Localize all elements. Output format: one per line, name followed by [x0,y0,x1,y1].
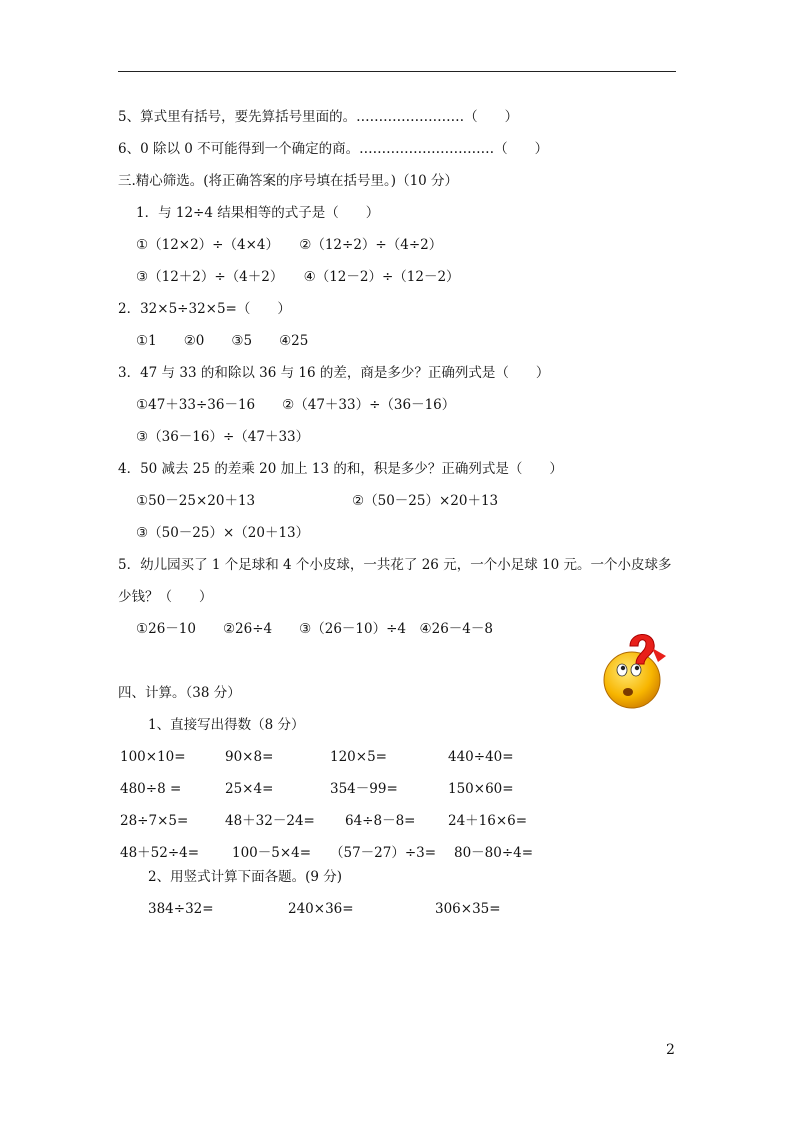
calc-item: 90×8= [225,749,274,765]
calc-item: 64÷8－8= [345,813,416,829]
q3-stem: 3．47 与 33 的和除以 36 与 16 的差，商是多少？正确列式是（ ） [118,365,550,381]
q3-options-row1: ①47＋33÷36－16 ②（47＋33）÷（36－16） [136,397,456,413]
q1-stem: 1．与 12÷4 结果相等的式子是（ ） [136,205,380,221]
calc-part1-title: 1、直接写出得数（8 分） [148,717,305,733]
section4-title: 四、计算。（38 分） [118,685,241,701]
q5-stem-line1: 5．幼儿园买了 1 个足球和 4 个小皮球，一共花了 26 元，一个小足球 10 元。一个小皮球多 [118,557,672,573]
q3-options-row2: ③（36－16）÷（47＋33） [136,429,310,445]
q4-option-1: ①50－25×20＋13 [136,493,256,509]
calc-item: 354－99= [330,781,398,797]
vertical-calc-item: 240×36= [288,901,354,917]
q5-options: ①26－10 ②26÷4 ③（26－10）÷4 ④26－4－8 [136,621,493,637]
calc-item: 25×4= [225,781,274,797]
calc-item: 24＋16×6= [448,813,528,829]
page-number: 2 [666,1042,675,1058]
header-rule [118,71,676,72]
calc-item: 120×5= [330,749,387,765]
calc-part2-title: 2、用竖式计算下面各题。(9 分) [148,869,343,885]
thinking-face-icon [600,628,672,712]
judge-item-6: 6、0 除以 0 不可能得到一个确定的商。…………………………（ ） [118,141,549,157]
calc-item: 480÷8 = [120,781,182,797]
q4-stem: 4．50 减去 25 的差乘 20 加上 13 的和，积是多少？正确列式是（ ） [118,461,563,477]
section3-title: 三.精心筛选。(将正确答案的序号填在括号里。)（10 分） [118,173,459,189]
calc-item: 150×60= [448,781,514,797]
q4-option-2: ②（50－25）×20＋13 [352,493,499,509]
vertical-calc-item: 384÷32= [148,901,214,917]
judge-item-5: 5、算式里有括号，要先算括号里面的。……………………（ ） [118,109,519,125]
calc-item: 80－80÷4= [454,845,534,861]
q2-options: ①1 ②0 ③5 ④25 [136,333,309,349]
q1-options-row2: ③（12＋2）÷（4＋2） ④（12－2）÷（12－2） [136,269,460,285]
calc-item: 48＋52÷4= [120,845,200,861]
calc-item: （57－27）÷3= [330,845,437,861]
q5-stem-line2: 少钱？（ ） [118,589,213,605]
vertical-calc-item: 306×35= [435,901,501,917]
calc-item: 440÷40= [448,749,514,765]
q2-stem: 2．32×5÷32×5=（ ） [118,301,291,317]
calc-item: 100－5×4= [232,845,312,861]
calc-item: 28÷7×5= [120,813,189,829]
q4-options-row2: ③（50－25）×（20＋13） [136,525,310,541]
q1-options-row1: ①（12×2）÷（4×4） ②（12÷2）÷（4÷2） [136,237,443,253]
calc-item: 100×10= [120,749,186,765]
calc-item: 48＋32－24= [225,813,315,829]
